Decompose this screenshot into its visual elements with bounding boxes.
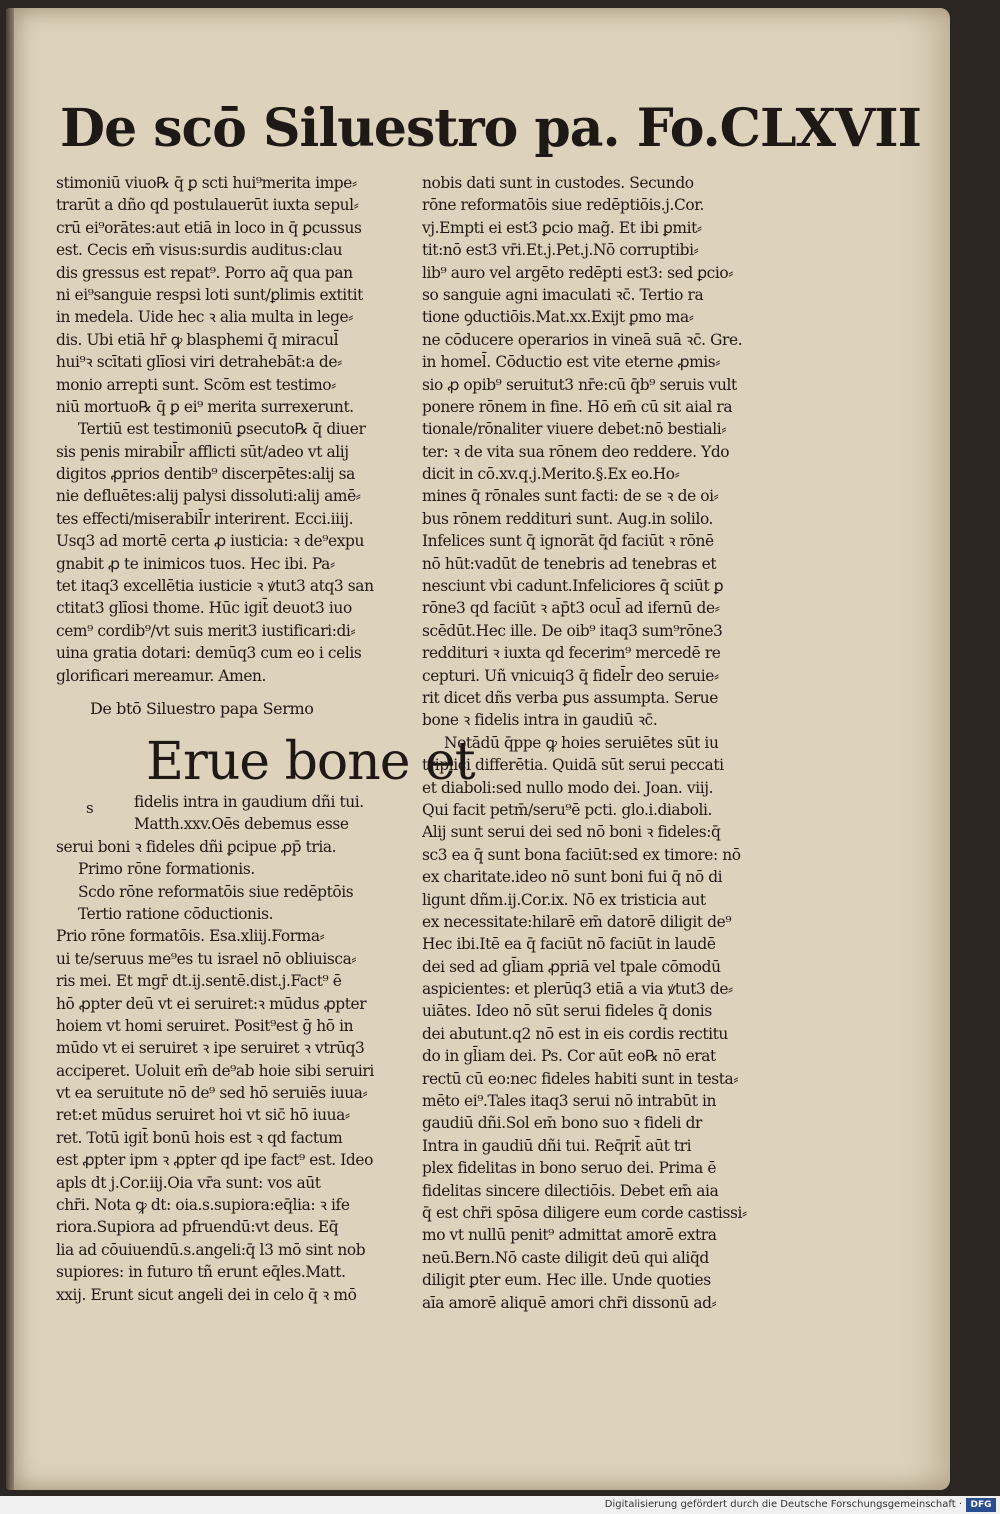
text-line: ponere rōnem in fine. Hō em̄ cū sit aial ra	[422, 397, 733, 416]
text-line: nie defluētes:alij palysi dissoluti:alij amē⸗	[56, 487, 361, 506]
text-line: dis gressus est repat⁹. Porro aq̄ qua pan	[56, 263, 353, 282]
text-line: rit dicet dñs verba ꝑus assumpta. Serue	[422, 688, 718, 707]
text-line: plex fidelitas in bono seruo dei. Prima ē	[422, 1159, 717, 1178]
text-line: neū.Bern.Nō caste diligit deū qui aliq̄d	[422, 1248, 709, 1267]
page-spine-shadow	[6, 8, 14, 1490]
text-line: monio arrepti sunt. Scōm est testimo⸗	[56, 375, 336, 394]
text-line: stimoniū viuo℞ q̄ ꝑ scti hui⁹merita impe⸗	[56, 174, 357, 192]
text-line: aspicientes: et plerūq3 etiā a via ꝟtut3 de⸗	[422, 980, 733, 999]
text-line: vj.Empti ei est3 ꝑcio mag̃. Et ibi ꝑmit⸗	[422, 218, 702, 237]
text-line: gaudiū dñi.Sol em̄ bono suo ꝛ fideli dr	[422, 1114, 702, 1133]
text-line: Alij sunt serui dei sed nō boni ꝛ fideles:q̄	[422, 823, 721, 842]
text-line: tes effecti/miserabil̄r interirent. Ecci.iiij.	[56, 509, 354, 528]
initial-letter: s	[86, 798, 94, 817]
text-line: rectū cū eo:nec fideles habiti sunt in testa⸗	[422, 1069, 739, 1088]
text-line: q̄ est chr̄i spōsa diligere eum corde castissi⸗	[422, 1203, 747, 1222]
sermon-divisions	[56, 836, 416, 926]
text-line: lib⁹ auro vel argēto redēpti est3: sed ꝑcio⸗	[422, 263, 734, 282]
text-line: est ꝓpter ipm ꝛ ꝓpter qd ipe fact⁹ est. Ideo	[56, 1151, 373, 1170]
text-line: ne cōducere operarios in vineā suā ꝛc̄. Gre.	[422, 330, 743, 349]
text-line: glorificari mereamur. Amen.	[56, 666, 267, 685]
text-line: mo vt nullū penit⁹ admittat amorē extra	[422, 1226, 717, 1245]
right-paragraph-2	[422, 732, 784, 1314]
text-line: ex necessitate:hilarē em̄ datorē diligit de⁹	[422, 912, 732, 931]
text-line: Matth.xxv.Oēs debemus esse	[134, 815, 349, 834]
text-line: hō ꝓpter deū vt ei seruiret:ꝛ mūdus ꝓpter	[56, 994, 367, 1013]
text-line: ret. Totū igit̄ bonū hois est ꝛ qd factum	[56, 1128, 343, 1147]
text-line: crū ei⁹orātes:aut etiā in loco in q̄ ꝑcussus	[56, 218, 362, 237]
left-paragraph-3	[56, 925, 416, 1306]
text-line: ni ei⁹sanguie respsi loti sunt/ꝑlimis extitit	[56, 285, 363, 304]
text-line: uina gratia dotari: demūq3 cum eo i celis	[56, 644, 362, 663]
text-line: ter: ꝛ de vita sua rōnem deo reddere. Ydo	[422, 442, 730, 461]
text-line: sc3 ea q̄ sunt bona faciūt:sed ex timore: nō	[422, 845, 741, 864]
text-line: mēto ei⁹.Tales itaq3 serui nō intrabūt in	[422, 1092, 717, 1111]
text-line: nobis dati sunt in custodes. Secundo	[422, 174, 694, 192]
text-line: niū mortuo℞ q̄ ꝑ ei⁹ merita surrexerunt.	[56, 397, 354, 416]
text-line: ret:et mūdus seruiret hoi vt sic̄ hō iuua⸗	[56, 1106, 350, 1125]
right-paragraph-1	[422, 172, 784, 732]
text-line: hui⁹ꝛ scītati glīosi viri detrahebāt:a de⸗	[56, 353, 342, 372]
text-line: rōne reformatōis siue redēptiōis.j.Cor.	[422, 196, 705, 215]
text-line: lia ad cōuiuendū.s.angeli:q̄ l3 mō sint nob	[56, 1240, 366, 1259]
text-line: et diaboli:sed nullo modo dei. Joan. viij.	[422, 778, 714, 797]
text-line: ligunt dñm.ij.Cor.ix. Nō ex tristicia aut	[422, 890, 706, 909]
text-line: chr̄i. Nota ꝙ dt: oia.s.supiora:eq̄lia: ꝛ ife	[56, 1196, 350, 1215]
dfg-logo: DFG	[966, 1498, 996, 1512]
text-line: mūdo vt ei seruiret ꝛ ipe seruiret ꝛ vtrūq3	[56, 1039, 365, 1058]
text-line: aīa amorē aliquē amori chr̄i dissonū ad⸗	[422, 1293, 717, 1312]
text-line: sis penis mirabil̄r afflicti sūt/adeo vt alij	[56, 442, 349, 461]
running-title: De scō Siluestro pa. Fo.CLXVII	[60, 98, 921, 159]
text-line: Notādū q̄ppe ꝙ hoies seruiētes sūt iu	[444, 733, 719, 752]
text-line: xxij. Erunt sicut angeli dei in celo q̄ ꝛ mō	[56, 1285, 357, 1304]
text-line: supiores: in futuro tñ erunt eq̄les.Matt.	[56, 1263, 346, 1282]
text-line: fidelitas sincere dilectiōis. Debet em̄ aia	[422, 1181, 719, 1200]
text-line: bus rōnem reddituri sunt. Aug.in solilo.	[422, 509, 714, 528]
text-line: nesciunt vbi cadunt.Infeliciores q̄ sciūt ꝑ	[422, 577, 724, 596]
text-line: sio ꝓ opib⁹ seruitut3 nr̄e:cū q̄b⁹ seruis vult	[422, 375, 737, 394]
text-line: Primo rōne formationis.	[78, 860, 255, 879]
text-line: mines q̄ rōnales sunt facti: de se ꝛ de oi⸗	[422, 487, 719, 506]
text-line: reddituri ꝛ iuxta qd fecerim⁹ mercedē re	[422, 644, 721, 663]
text-line: bone ꝛ fidelis intra in gaudiū ꝛc̄.	[422, 711, 658, 730]
text-line: serui boni ꝛ fideles dñi ꝑcipue ꝓp̄ tria.	[56, 837, 337, 856]
left-paragraph-2	[56, 418, 416, 687]
text-line: hoiem vt homi seruiret. Posit⁹est ḡ hō in	[56, 1016, 354, 1035]
sermon-theme-lines	[56, 791, 416, 836]
text-line: tet itaq3 excellētia iusticie ꝛ ꝟtut3 atq3 san	[56, 577, 374, 596]
text-line: ris mei. Et mgr̄ dt.ij.sentē.dist.j.Fact⁹ ē	[56, 972, 342, 991]
text-line: in medela. Uide hec ꝛ alia multa in lege⸗	[56, 308, 353, 327]
text-line: acciperet. Uoluit em̄ de⁹ab hoie sibi seruiri	[56, 1061, 374, 1080]
text-line: gnabit ꝓ te inimicos tuos. Hec ibi. Pa⸗	[56, 554, 335, 573]
text-line: Tertiū est testimoniū ꝑsecuto℞ q̄ diuer	[78, 420, 366, 439]
digitization-footer	[0, 1496, 1000, 1514]
text-line: cem⁹ cordib⁹/vt suis merit3 iustificari:di⸗	[56, 621, 356, 640]
text-line: fidelis intra in gaudium dñi tui.	[134, 792, 364, 811]
text-line: apls dt j.Cor.iij.Oia vr̄a sunt: vos aūt	[56, 1173, 321, 1192]
text-line: tionale/rōnaliter viuere debet:nō bestiali⸗	[422, 420, 727, 439]
text-line: Qui facit petm̄/seru⁹ē pcti. glo.i.diaboli.	[422, 800, 713, 819]
right-column	[422, 172, 784, 1314]
text-line: triplici differētia. Quidā sūt serui peccati	[422, 756, 724, 775]
text-line: Hec ibi.Itē ea q̄ faciūt nō faciūt in laudē	[422, 935, 716, 954]
text-line: dicit in cō.xv.q.j.Merito.§.Ex eo.Ho⸗	[422, 465, 680, 484]
text-line: digitos ꝓprios dentib⁹ discerpētes:alij sa	[56, 465, 355, 484]
text-line: uiātes. Ideo nō sūt serui fideles q̄ donis	[422, 1002, 712, 1021]
text-line: diligit ꝑter eum. Hec ille. Unde quoties	[422, 1271, 711, 1290]
text-line: Infelices sunt q̄ ignorāt q̄d faciūt ꝛ rōnē	[422, 532, 714, 551]
text-line: Prio rōne formatōis. Esa.xliij.Forma⸗	[56, 927, 325, 946]
text-line: dei abutunt.q2 nō est in eis cordis rectitu	[422, 1024, 728, 1043]
left-paragraph-1	[56, 172, 416, 418]
text-line: dei sed ad gl̄iam ꝓpriā vel tpale cōmodū	[422, 957, 721, 976]
text-line: in homel̄. Cōductio est vite eterne ꝓmis⸗	[422, 353, 721, 372]
text-line: do in gl̄iam dei. Ps. Cor aūt eo℞ nō erat	[422, 1047, 716, 1066]
text-line: nō hūt:vadūt de tenebris ad tenebras et	[422, 554, 717, 573]
text-line: tione ꝯductiōis.Mat.xx.Exijt ꝑmo ma⸗	[422, 308, 694, 327]
text-line: ui te/seruus me⁹es tu israel nō obliuisca⸗	[56, 949, 357, 968]
funding-credit: Digitalisierung gefördert durch die Deutsche Forschungsgemeinschaft ·	[604, 1499, 962, 1510]
text-line: riora.Supiora ad pfruendū:vt deus. Eq̄	[56, 1218, 339, 1237]
text-line: dis. Ubi etiā hr̄ ꝙ blasphemi q̄ miracul̄	[56, 330, 339, 349]
sermon-title: De btō Siluestro papa Sermo	[90, 698, 314, 718]
sermon-initial-text: Erue bone et	[146, 731, 475, 792]
text-line: cepturi. Uñ vnicuiq3 q̄ fidel̄r deo seruie⸗	[422, 666, 719, 685]
left-column	[56, 172, 475, 1306]
text-line: tit:nō est3 vr̄i.Et.j.Pet.j.Nō corruptibi⸗	[422, 241, 699, 260]
text-line: Scdo rōne reformatōis siue redēptōis	[78, 882, 354, 901]
text-line: Usq3 ad mortē certa ꝓ iusticia: ꝛ de⁹expu	[56, 532, 364, 551]
text-line: ctitat3 glīosi thome. Hūc igit̄ deuot3 iuo	[56, 599, 352, 618]
text-line: Tertio ratione cōductionis.	[78, 904, 274, 923]
text-line: Intra in gaudiū dñi tui. Req̄rit̄ aūt tri	[422, 1136, 692, 1155]
text-line: rōne3 qd faciūt ꝛ ap̄t3 ocul̄ ad ifernū de⸗	[422, 599, 720, 618]
text-line: vt ea seruitute nō de⁹ sed hō seruiēs iuua⸗	[56, 1084, 368, 1103]
text-line: so sanguie agni imaculati ꝛc̄. Tertio ra	[422, 285, 704, 304]
text-line: est. Cecis em̄ visus:surdis auditus:clau	[56, 241, 343, 260]
text-line: trarūt a dño qd postulauerūt iuxta sepul⸗	[56, 196, 359, 215]
text-line: scēdūt.Hec ille. De oib⁹ itaq3 sum⁹rōne3	[422, 621, 723, 640]
text-line: ex charitate.ideo nō sunt boni fui q̄ nō di	[422, 868, 723, 887]
book-page	[6, 8, 950, 1490]
